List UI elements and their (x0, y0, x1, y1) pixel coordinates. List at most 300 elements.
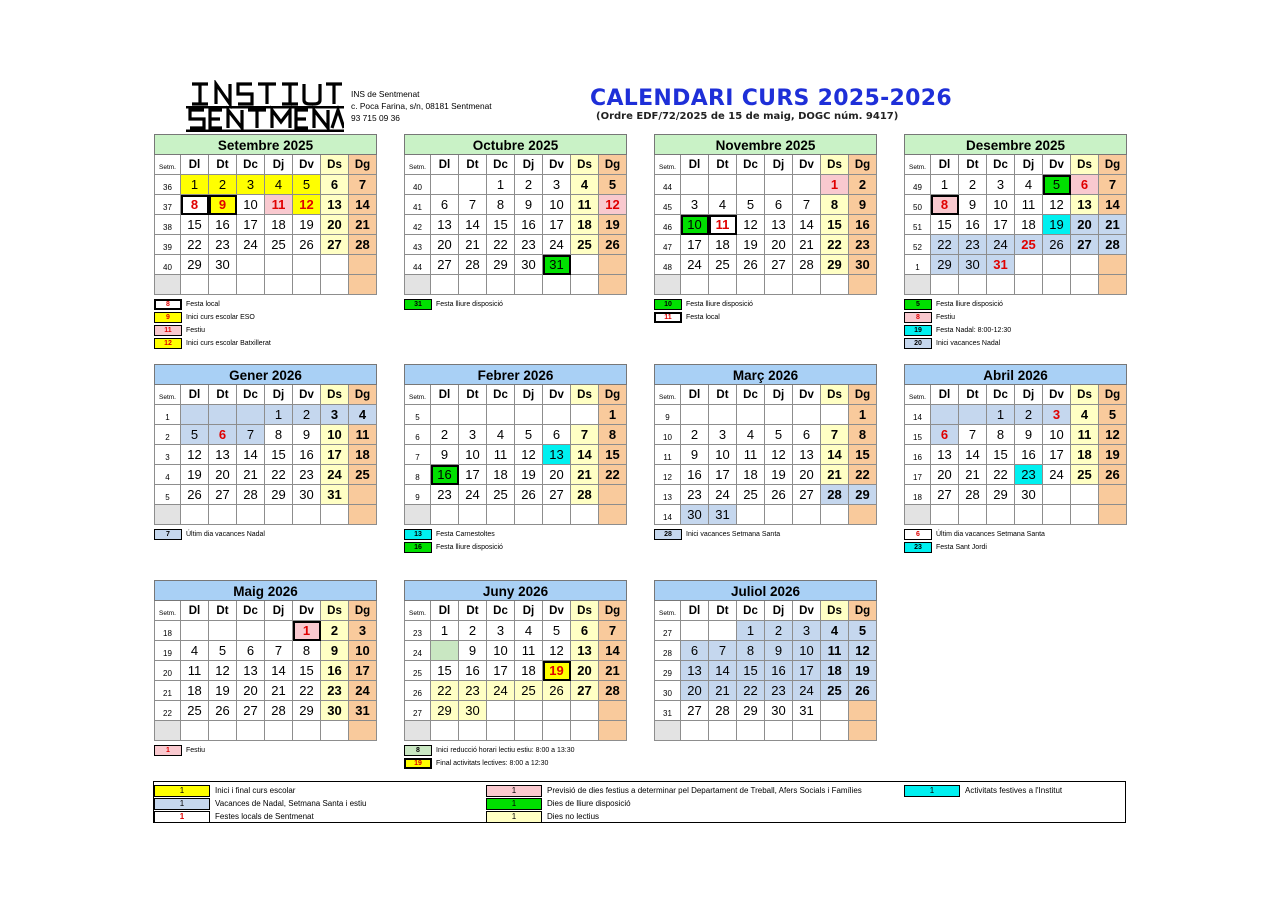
day-cell: 27 (681, 701, 709, 721)
day-cell: 17 (321, 445, 349, 465)
weekday-header: Dl (681, 385, 709, 405)
day-cell: 28 (793, 255, 821, 275)
legend-swatch: 1 (486, 798, 542, 810)
week-number: 40 (154, 255, 181, 275)
weekday-header: Dc (487, 155, 515, 175)
day-cell: 25 (349, 465, 377, 485)
day-cell: 27 (431, 255, 459, 275)
note-text: Inici reducció horari lectiu estiu: 8:00 a 13:30 (436, 746, 575, 754)
day-cell (571, 505, 599, 525)
week-number: 47 (654, 235, 681, 255)
day-cell (543, 405, 571, 425)
day-cell: 2 (293, 405, 321, 425)
day-cell (349, 255, 377, 275)
day-cell: 14 (709, 661, 737, 681)
note-swatch: 19 (904, 325, 932, 336)
day-cell (1043, 275, 1071, 295)
note-text: Inici curs escolar Batxillerat (186, 339, 271, 347)
day-cell: 15 (931, 215, 959, 235)
month-title: Juliol 2026 (654, 580, 877, 601)
day-cell: 9 (959, 195, 987, 215)
legend-item (154, 784, 295, 797)
day-cell: 8 (821, 195, 849, 215)
day-cell: 15 (431, 661, 459, 681)
week-header: Setm. (904, 385, 931, 405)
day-cell: 22 (293, 681, 321, 701)
month-8 (154, 580, 377, 754)
day-cell: 3 (459, 425, 487, 445)
weekday-header: Dc (987, 385, 1015, 405)
day-cell: 8 (487, 195, 515, 215)
day-cell: 13 (543, 445, 571, 465)
day-cell: 19 (293, 215, 321, 235)
day-cell (543, 275, 571, 295)
day-cell (821, 701, 849, 721)
week-number: 51 (904, 215, 931, 235)
day-cell: 26 (1099, 465, 1127, 485)
week-header: Setm. (654, 601, 681, 621)
note-swatch: 8 (904, 312, 932, 323)
day-cell (987, 275, 1015, 295)
day-cell: 7 (237, 425, 265, 445)
page-title: CALENDARI CURS 2025-2026 (590, 86, 952, 111)
day-cell: 7 (793, 195, 821, 215)
day-cell: 21 (349, 215, 377, 235)
day-cell: 4 (737, 425, 765, 445)
day-cell (293, 275, 321, 295)
day-cell: 19 (849, 661, 877, 681)
day-cell: 29 (487, 255, 515, 275)
day-cell (515, 405, 543, 425)
month-grid (404, 601, 627, 741)
day-cell (321, 505, 349, 525)
day-cell: 14 (821, 445, 849, 465)
day-cell (237, 405, 265, 425)
day-cell (1015, 275, 1043, 295)
day-cell: 5 (181, 425, 209, 445)
day-cell (293, 721, 321, 741)
day-cell: 8 (987, 425, 1015, 445)
day-cell: 14 (237, 445, 265, 465)
day-cell: 23 (321, 681, 349, 701)
weekday-header: Dj (265, 385, 293, 405)
day-cell: 20 (571, 661, 599, 681)
week-number (154, 721, 181, 741)
day-cell: 1 (737, 621, 765, 641)
day-cell: 9 (293, 425, 321, 445)
week-number: 46 (654, 215, 681, 235)
week-number: 52 (904, 235, 931, 255)
weekday-header: Ds (1071, 155, 1099, 175)
day-cell: 25 (1071, 465, 1099, 485)
legend-label: Dies de lliure disposició (547, 799, 631, 808)
day-cell (181, 505, 209, 525)
month-2 (654, 134, 877, 321)
day-cell: 23 (515, 235, 543, 255)
weekday-header: Dt (709, 601, 737, 621)
note-row (904, 298, 1003, 310)
weekday-header: Dg (849, 155, 877, 175)
day-cell (1071, 485, 1099, 505)
day-cell (431, 721, 459, 741)
day-cell: 16 (1015, 445, 1043, 465)
day-cell: 3 (321, 405, 349, 425)
weekday-header: Dg (349, 155, 377, 175)
day-cell: 4 (1071, 405, 1099, 425)
weekday-header: Dc (987, 155, 1015, 175)
weekday-header: Dv (1043, 155, 1071, 175)
week-number: 37 (154, 195, 181, 215)
weekday-header: Dg (599, 385, 627, 405)
day-cell: 23 (681, 485, 709, 505)
day-cell: 1 (987, 405, 1015, 425)
note-row (154, 324, 205, 336)
day-cell: 6 (931, 425, 959, 445)
page-subtitle: (Ordre EDF/72/2025 de 15 de maig, DOGC núm. 9417) (596, 111, 899, 122)
weekday-header: Dj (765, 385, 793, 405)
week-header: Setm. (404, 601, 431, 621)
weekday-header: Dl (931, 385, 959, 405)
day-cell: 17 (681, 235, 709, 255)
day-cell: 20 (681, 681, 709, 701)
day-cell: 1 (821, 175, 849, 195)
day-cell: 11 (515, 641, 543, 661)
weekday-header: Dl (181, 385, 209, 405)
week-number: 27 (404, 701, 431, 721)
day-cell: 13 (765, 215, 793, 235)
day-cell (349, 485, 377, 505)
day-cell: 19 (181, 465, 209, 485)
week-number: 22 (154, 701, 181, 721)
note-text: Festa lliure disposició (436, 543, 503, 551)
day-cell (321, 275, 349, 295)
day-cell: 12 (293, 195, 321, 215)
day-cell: 8 (849, 425, 877, 445)
day-cell (1099, 485, 1127, 505)
week-number (404, 721, 431, 741)
day-cell: 27 (237, 701, 265, 721)
day-cell: 15 (737, 661, 765, 681)
weekday-header: Dj (515, 385, 543, 405)
weekday-header: Dl (431, 155, 459, 175)
day-cell: 23 (1015, 465, 1043, 485)
day-cell: 23 (209, 235, 237, 255)
day-cell: 6 (765, 195, 793, 215)
day-cell: 27 (571, 681, 599, 701)
week-number (904, 275, 931, 295)
month-grid (154, 385, 377, 525)
note-text: Festiu (186, 746, 206, 754)
day-cell: 25 (515, 681, 543, 701)
note-text: Festa lliure disposició (686, 300, 753, 308)
day-cell: 14 (1099, 195, 1127, 215)
day-cell (209, 505, 237, 525)
day-cell: 7 (459, 195, 487, 215)
weekday-header: Ds (321, 155, 349, 175)
day-cell: 3 (709, 425, 737, 445)
day-cell: 4 (265, 175, 293, 195)
week-number: 3 (154, 445, 181, 465)
day-cell (571, 275, 599, 295)
weekday-header: Dt (209, 385, 237, 405)
day-cell: 29 (737, 701, 765, 721)
month-grid (154, 601, 377, 741)
day-cell (681, 275, 709, 295)
day-cell: 6 (1071, 175, 1099, 195)
day-cell: 14 (959, 445, 987, 465)
day-cell: 6 (543, 425, 571, 445)
day-cell: 31 (793, 701, 821, 721)
day-cell: 24 (459, 485, 487, 505)
day-cell: 28 (599, 681, 627, 701)
day-cell (737, 275, 765, 295)
day-cell: 20 (931, 465, 959, 485)
day-cell: 12 (737, 215, 765, 235)
day-cell (349, 275, 377, 295)
school-address: c. Poca Farina, s/n, 08181 Sentmenat (351, 101, 492, 111)
day-cell (209, 405, 237, 425)
month-grid (154, 155, 377, 295)
note-swatch: 5 (904, 299, 932, 310)
day-cell (321, 721, 349, 741)
day-cell: 4 (487, 425, 515, 445)
week-number (404, 505, 431, 525)
weekday-header: Dv (293, 601, 321, 621)
day-cell: 17 (709, 465, 737, 485)
weekday-header: Ds (821, 601, 849, 621)
day-cell (571, 701, 599, 721)
day-cell: 19 (1099, 445, 1127, 465)
day-cell (709, 721, 737, 741)
day-cell (487, 505, 515, 525)
day-cell: 30 (459, 701, 487, 721)
day-cell: 25 (1015, 235, 1043, 255)
day-cell: 18 (265, 215, 293, 235)
day-cell (599, 255, 627, 275)
day-cell: 29 (849, 485, 877, 505)
week-number: 11 (654, 445, 681, 465)
day-cell (599, 701, 627, 721)
legend-swatch: 1 (154, 798, 210, 810)
weekday-header: Dg (1099, 385, 1127, 405)
day-cell: 18 (487, 465, 515, 485)
week-header: Setm. (154, 155, 181, 175)
day-cell: 28 (571, 485, 599, 505)
day-cell: 31 (349, 701, 377, 721)
day-cell: 2 (209, 175, 237, 195)
day-cell: 24 (709, 485, 737, 505)
day-cell: 12 (181, 445, 209, 465)
day-cell: 3 (681, 195, 709, 215)
day-cell: 28 (821, 485, 849, 505)
day-cell: 25 (709, 255, 737, 275)
day-cell: 18 (1015, 215, 1043, 235)
day-cell (265, 275, 293, 295)
day-cell (599, 485, 627, 505)
weekday-header: Dj (265, 155, 293, 175)
day-cell: 3 (793, 621, 821, 641)
day-cell: 10 (321, 425, 349, 445)
day-cell (681, 405, 709, 425)
day-cell: 17 (237, 215, 265, 235)
day-cell: 12 (543, 641, 571, 661)
note-row (654, 311, 720, 323)
weekday-header: Dt (709, 155, 737, 175)
week-number: 5 (154, 485, 181, 505)
weekday-header: Dj (1015, 155, 1043, 175)
day-cell: 26 (515, 485, 543, 505)
day-cell: 1 (293, 621, 321, 641)
day-cell (209, 621, 237, 641)
weekday-header: Dj (265, 601, 293, 621)
week-number: 9 (654, 405, 681, 425)
day-cell: 10 (237, 195, 265, 215)
day-cell: 31 (987, 255, 1015, 275)
note-text: Festa local (686, 313, 720, 321)
day-cell: 19 (543, 661, 571, 681)
day-cell: 14 (265, 661, 293, 681)
day-cell: 23 (459, 681, 487, 701)
day-cell: 18 (709, 235, 737, 255)
day-cell: 12 (1099, 425, 1127, 445)
day-cell (1015, 255, 1043, 275)
note-swatch: 20 (904, 338, 932, 349)
month-grid (404, 385, 627, 525)
legend-item (486, 797, 631, 810)
day-cell: 13 (431, 215, 459, 235)
day-cell (599, 505, 627, 525)
day-cell: 1 (931, 175, 959, 195)
day-cell: 21 (459, 235, 487, 255)
day-cell: 28 (265, 701, 293, 721)
day-cell (765, 405, 793, 425)
day-cell: 25 (181, 701, 209, 721)
day-cell: 18 (181, 681, 209, 701)
day-cell (737, 505, 765, 525)
day-cell: 29 (821, 255, 849, 275)
weekday-header: Dg (849, 385, 877, 405)
note-text: Festa lliure disposició (936, 300, 1003, 308)
day-cell (487, 701, 515, 721)
day-cell (737, 405, 765, 425)
day-cell: 29 (987, 485, 1015, 505)
note-swatch: 11 (154, 325, 182, 336)
day-cell: 5 (737, 195, 765, 215)
day-cell (793, 405, 821, 425)
day-cell: 28 (1099, 235, 1127, 255)
day-cell (209, 275, 237, 295)
month-grid (904, 385, 1127, 525)
weekday-header: Dv (543, 155, 571, 175)
day-cell: 18 (515, 661, 543, 681)
note-swatch: 13 (404, 529, 432, 540)
day-cell: 19 (209, 681, 237, 701)
school-phone: 93 715 09 36 (351, 113, 400, 123)
week-number: 2 (154, 425, 181, 445)
weekday-header: Dv (293, 385, 321, 405)
weekday-header: Dl (431, 385, 459, 405)
day-cell: 12 (849, 641, 877, 661)
day-cell: 8 (931, 195, 959, 215)
note-row (654, 528, 780, 540)
month-title: Maig 2026 (154, 580, 377, 601)
day-cell: 1 (265, 405, 293, 425)
day-cell: 5 (1099, 405, 1127, 425)
day-cell: 20 (237, 681, 265, 701)
week-number: 44 (654, 175, 681, 195)
week-number: 17 (904, 465, 931, 485)
day-cell (1099, 255, 1127, 275)
week-number: 10 (654, 425, 681, 445)
day-cell: 2 (681, 425, 709, 445)
day-cell (459, 721, 487, 741)
day-cell (821, 275, 849, 295)
day-cell: 22 (431, 681, 459, 701)
day-cell (293, 255, 321, 275)
day-cell: 2 (431, 425, 459, 445)
day-cell: 27 (321, 235, 349, 255)
weekday-header: Dl (681, 155, 709, 175)
day-cell (515, 275, 543, 295)
day-cell (959, 405, 987, 425)
day-cell (571, 721, 599, 741)
day-cell: 17 (487, 661, 515, 681)
day-cell: 6 (431, 195, 459, 215)
legend-label: Dies no lectius (547, 812, 600, 821)
day-cell: 17 (793, 661, 821, 681)
day-cell: 7 (821, 425, 849, 445)
legend-swatch: 1 (486, 811, 542, 823)
day-cell (599, 275, 627, 295)
day-cell: 1 (431, 621, 459, 641)
day-cell: 10 (681, 215, 709, 235)
day-cell: 24 (237, 235, 265, 255)
day-cell: 9 (209, 195, 237, 215)
note-row (904, 311, 955, 323)
note-row (404, 298, 503, 310)
weekday-header: Dv (543, 601, 571, 621)
day-cell: 21 (793, 235, 821, 255)
week-number: 38 (154, 215, 181, 235)
day-cell: 1 (181, 175, 209, 195)
day-cell (931, 405, 959, 425)
day-cell: 13 (1071, 195, 1099, 215)
week-number: 48 (654, 255, 681, 275)
day-cell (181, 405, 209, 425)
day-cell: 13 (793, 445, 821, 465)
month-title: Setembre 2025 (154, 134, 377, 155)
day-cell: 24 (793, 681, 821, 701)
month-title: Abril 2026 (904, 364, 1127, 385)
day-cell: 7 (1099, 175, 1127, 195)
day-cell: 15 (487, 215, 515, 235)
note-row (154, 528, 265, 540)
day-cell (1099, 505, 1127, 525)
day-cell: 7 (709, 641, 737, 661)
note-row (904, 324, 1011, 336)
day-cell: 11 (1015, 195, 1043, 215)
week-number: 45 (654, 195, 681, 215)
weekday-header: Dg (599, 601, 627, 621)
note-row (154, 337, 271, 349)
day-cell: 29 (931, 255, 959, 275)
day-cell (265, 255, 293, 275)
note-swatch: 16 (404, 542, 432, 553)
note-swatch: 12 (154, 338, 182, 349)
week-number: 8 (404, 465, 431, 485)
legend-item (154, 810, 314, 823)
legend-item (154, 797, 367, 810)
